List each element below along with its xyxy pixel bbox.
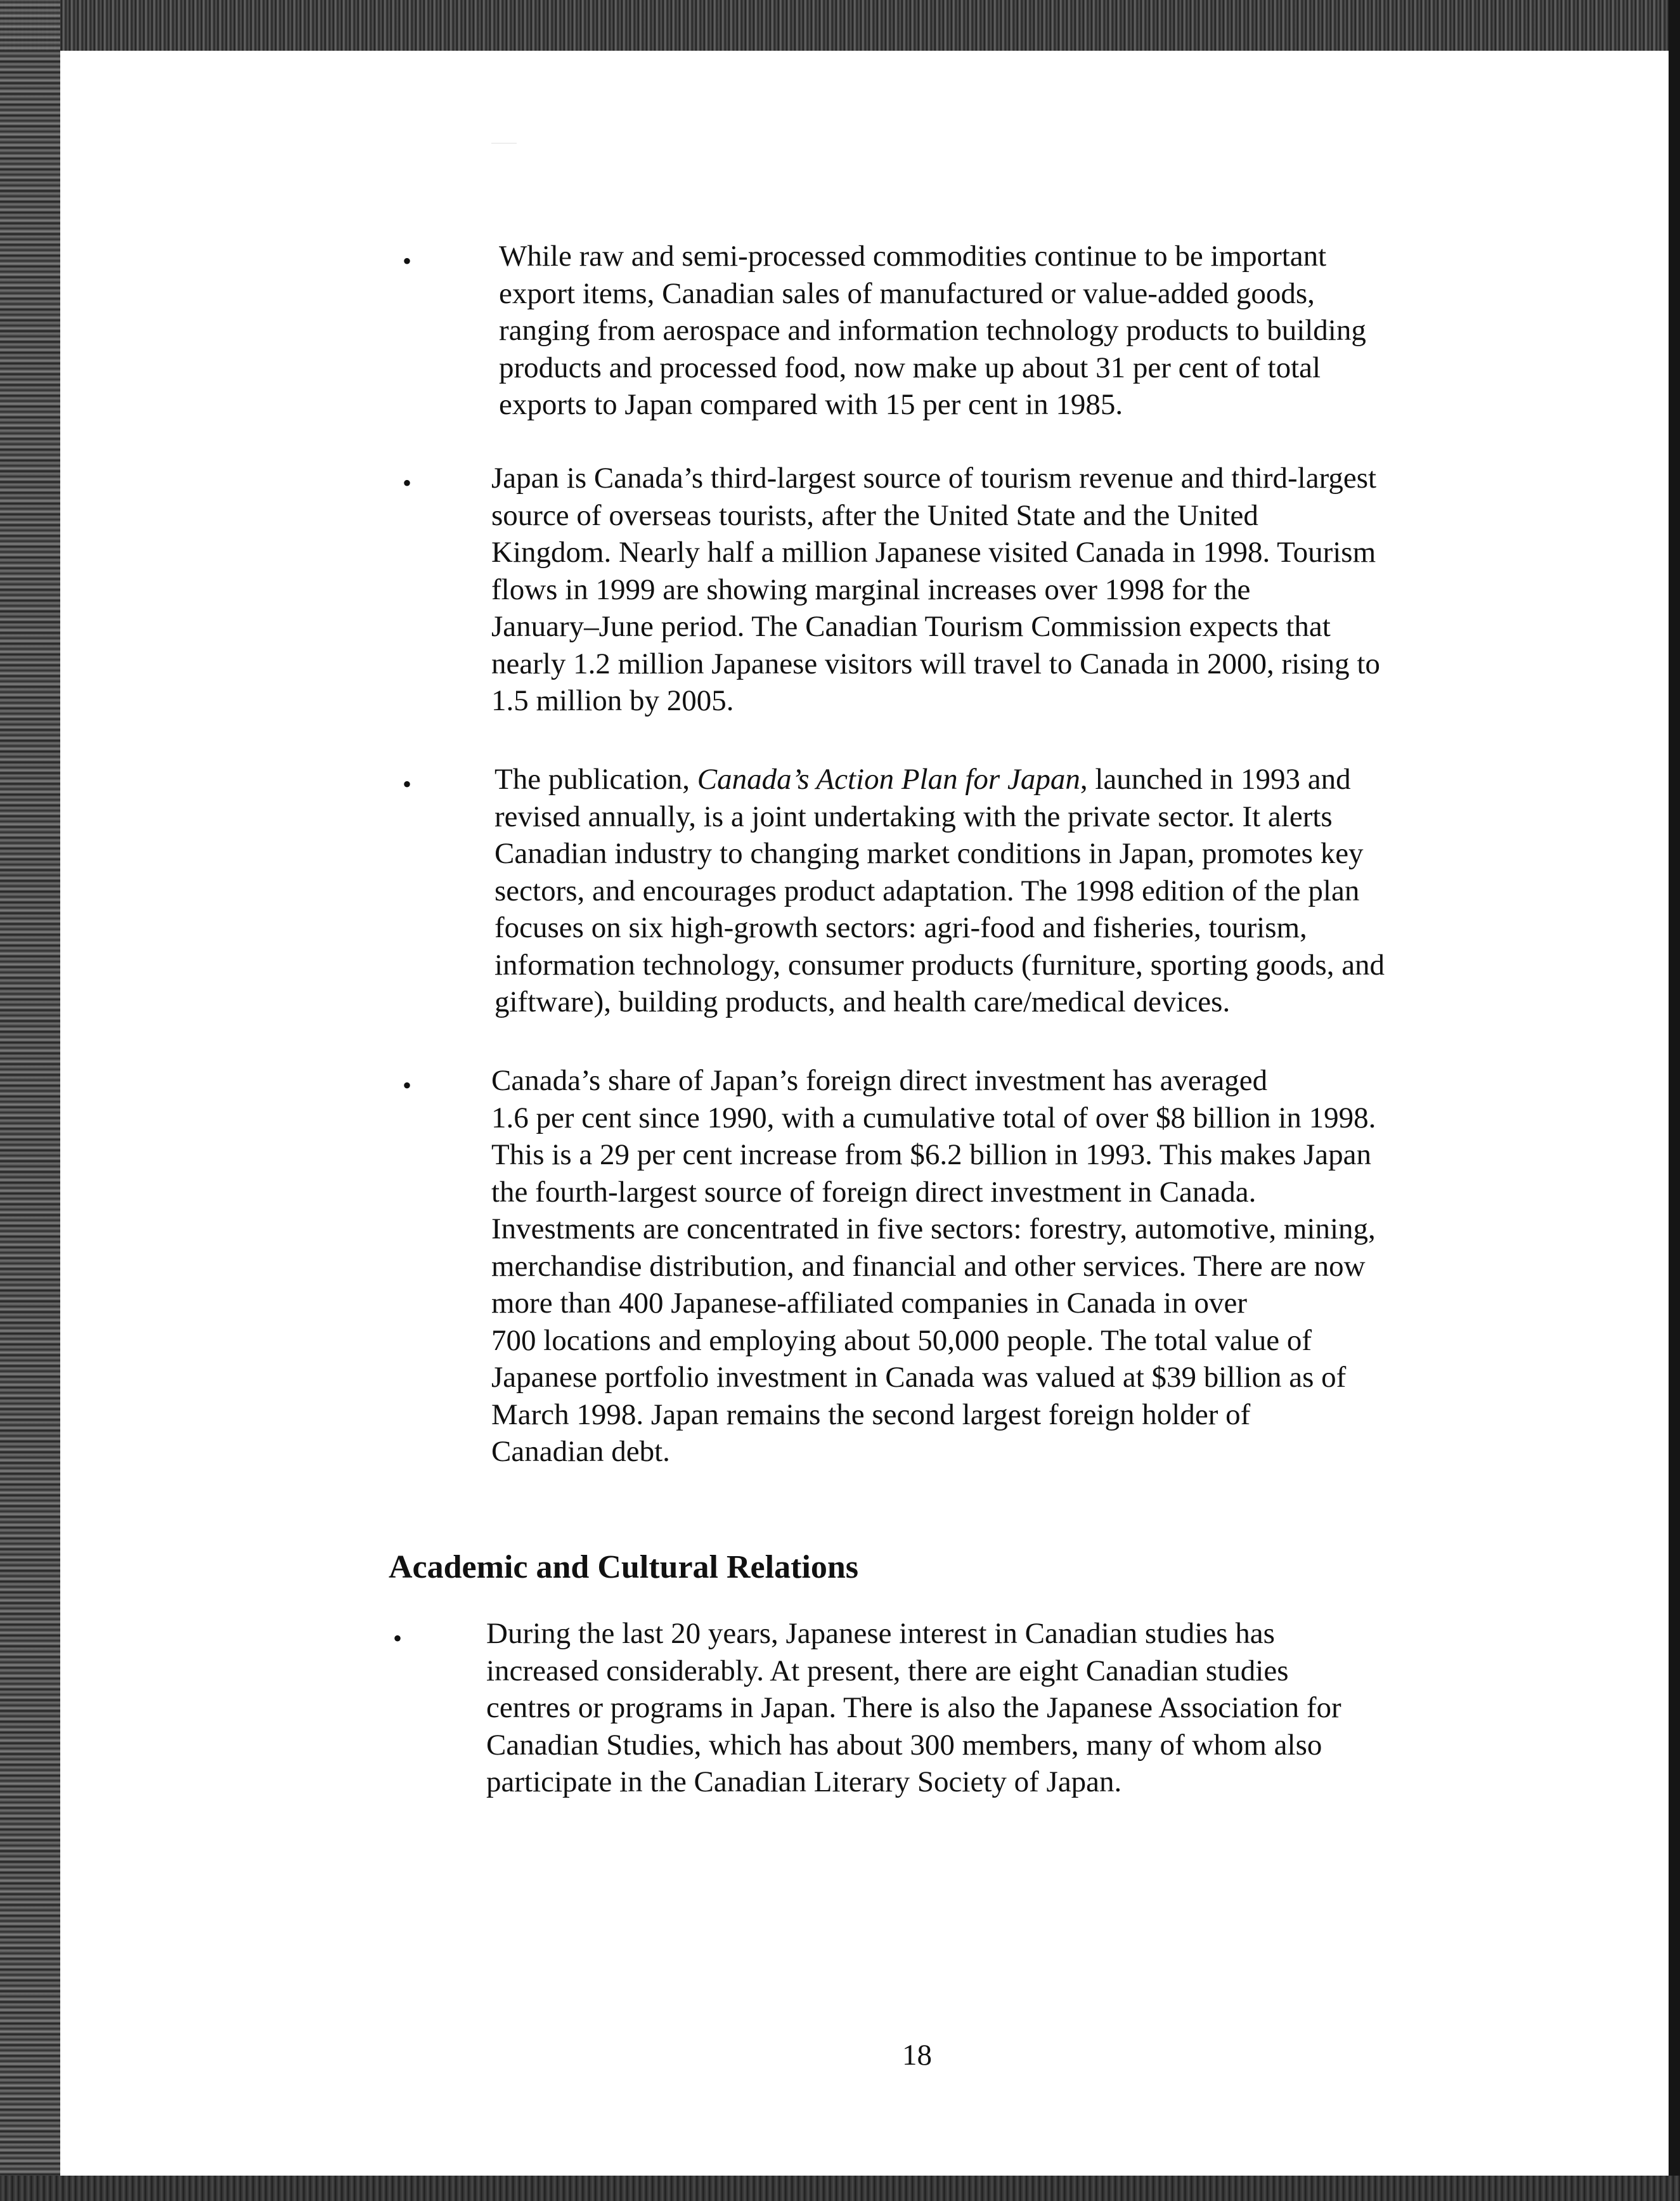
bullet-text-canadian-studies: During the last 20 years, Japanese interest in Canadian studies has increased considerably. At present, there are eight Canadian studies centres or programs in Japan. There is also the Japanese Association for Canadian Studies, which has about 300 members, many of whom also participate in the Canadian Literary Society of Japan.: [486, 1617, 1341, 1798]
bullet-text-action-plan-lead: The publication,: [494, 763, 697, 796]
scan-border-right: [1669, 0, 1680, 2201]
page-content: [60, 51, 1669, 2176]
publication-title: Canada’s Action Plan for Japan: [697, 763, 1080, 796]
section-heading: Academic and Cultural Relations: [389, 1549, 858, 1585]
bullet-text-commodities: While raw and semi-processed commodities continue to be important export items, Canadian sales of manufactured or value-added goods, ranging from aerospace and information technology products to building products and processed food, now make up about 31 per cent of total exports to Japan compared with 15 per cent in 1985.: [499, 240, 1366, 421]
document-page: [60, 51, 1669, 2176]
bullet-marker: •: [393, 1624, 403, 1652]
bullet-marker: •: [403, 1071, 412, 1100]
bullet-marker: •: [403, 469, 412, 497]
bullet-text-action-plan-body: , launched in 1993 and revised annually, is a joint undertaking with the private sector. It alerts Canadian industry to changing market conditions in Japan, promotes key sectors, and encourages product adaptation. The 1998 edition of the plan focuses on six high-growth sectors: agri-food and fisheries, tourism, information technology, consumer products (furniture, sporting goods, and giftware), building products, and health care/medical devices.: [494, 763, 1385, 1018]
bullet-text-tourism: Japan is Canada’s third-largest source of tourism revenue and third-largest source of overseas tourists, after the United State and the United Kingdom. Nearly half a million Japanese visited Canada in 1998. Tourism flows in 1999 are showing marginal increases over 1998 for the January–June period. The Canadian Tourism Commission expects that nearly 1.2 million Japanese visitors will travel to Canada in 2000, rising to 1.5 million by 2005.: [491, 462, 1380, 717]
page-number: 18: [902, 2039, 932, 2072]
scan-artifact: [491, 143, 517, 144]
scan-border-bottom: [0, 2176, 1680, 2201]
bullet-text-action-plan: [494, 761, 1541, 1021]
scan-border-left: [0, 0, 60, 2201]
bullet-marker: •: [403, 770, 412, 798]
bullet-text-investment: Canada’s share of Japan’s foreign direct investment has averaged 1.6 per cent since 1990, with a cumulative total of over $8 billion in 1998. This is a 29 per cent increase from $6.2 billion in 1993. This makes Japan the fourth-largest source of foreign direct investment in Canada. Investments are concentrated in five sectors: forestry, automotive, mining, merchandise distribution, and financial and other services. There are now more than 400 Japanese-affiliated companies in Canada in over 700 locations and employing about 50,000 people. The total value of Japanese portfolio investment in Canada was valued at $39 billion as of March 1998. Japan remains the second largest foreign holder of Canadian debt.: [491, 1064, 1376, 1468]
bullet-marker: •: [403, 247, 412, 275]
scan-border-top: [0, 0, 1680, 51]
